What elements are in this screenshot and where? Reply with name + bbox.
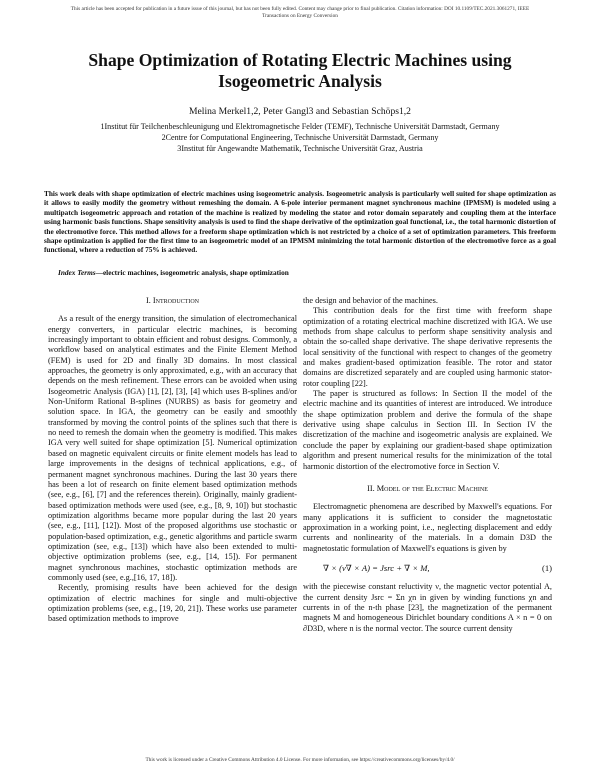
equation-1-body: ∇ × (ν∇ × A) = Jsrc + ∇ × M, [323,562,430,573]
equation-1 [323,563,552,573]
affiliations [30,121,570,154]
index-terms [58,268,556,277]
intro-continuation: the design and behavior of the machines. [303,296,438,305]
license-footer: This work is licensed under a Creative Commons Attribution 4.0 License. For more information, see https://creativecommons.org/licenses/by/4.0/ [145,757,455,763]
header-line-1: This article has been accepted for publication in a future issue of this journal, but has not been fully edited. Content may change prior to final publication. Citation information: DOI 10.1109/TEC.2021.3061271, IEEE [70,6,530,12]
intro-paragraph-2: Recently, promising results have been achieved for the design optimization of electric machines for single and multi-objective optimization problems (see, e.g., [19, 20, 21]). These works use parameter based optimization methods to improve [48,583,297,624]
paper-title: Shape Optimization of Rotating Electric Machines using Isogeometric Analysis [88,50,512,91]
intro-paragraph-4: The paper is structured as follows: In Section II the model of the electric machine and its quantities of interest are introduced. We introduce the shape optimization problem and derive the formula of the shape derivative using shape calculus in Section III. In Section IV the discretization of the machine and isogeometric analysis are explained. We conclude the paper by explaining our gradient-based shape optimization algorithm and present numerical results for the minimization of the total harmonic distortion of the electromotive force in Section V. [303,389,552,471]
section-2-heading: II. Model of the Electric Machine [367,483,488,493]
index-terms-text: —electric machines, isogeometric analysis, shape optimization [95,268,289,277]
journal-header [34,6,566,20]
header-line-2: Transactions on Energy Conversion [262,13,338,19]
right-column [303,296,552,634]
index-terms-label: Index Terms [58,268,96,277]
affiliation-1: 1Institut für Teilchenbeschleunigung und Elektromagnetische Felder (TEMF), Technische Universität Darmstadt, Germany [100,122,500,131]
abstract: This work deals with shape optimization of electric machines using isogeometric analysis. Isogeometric analysis is particularly well suited for shape optimization as it allows to easily modify the geometry without remeshing the domain. A 6-pole interior permanent magnet synchronous machine (IPMSM) is modeled using a multipatch isogeometric approach and rotation of the machine is realized by modeling the stator and rotor domain separately and coupling them at the interface using harmonic basis functions. Shape sensitivity analysis is used to find the shape derivative of the optimization goal functional, i.e., the total harmonic distortion of the electromotive force. This method allows for a freeform shape optimization which is not restricted by a choice of a set of optimization parameters. This freeform shape optimization is applied for the first time to an isogeometric model of an IPMSM minimizing the total harmonic distortion of the electromotive force as a goal functional, where a reduction of 75% is achieved. [44,189,556,255]
intro-paragraph-3: This contribution deals for the first time with freeform shape optimization of a rotating electrical machine discretized with IGA. We use methods from shape calculus to perform shape sensitivity analysis and obtain the so-called shape derivative. The shape derivative represents the local sensitivity of the functional with respect to changes of the geometry and makes gradient-based optimization feasible. The rotor and stator domains are discretized separately and are coupled using harmonic stator-rotor coupling [22]. [303,306,552,388]
model-paragraph-2: with the piecewise constant reluctivity ν, the magnetic vector potential A, the current density Jsrc = Σn χn in given by winding functions χn and currents in of the n-th phase [23], the magnetization of the permanent magnets M and homogeneous Dirichlet boundary conditions A × n = 0 on ∂D3D, where n is the normal vector. The source current density [303,582,552,633]
affiliation-2: 2Centre for Computational Engineering, Technische Universität Darmstadt, Germany [161,133,439,142]
affiliation-3: 3Institut für Angewandte Mathematik, Technische Universität Graz, Austria [177,144,423,153]
section-1-heading: I. Introduction [145,296,199,305]
author-list: Melina Merkel1,2, Peter Gangl3 and Sebastian Schöps1,2 [189,106,411,117]
model-paragraph-1: Electromagnetic phenomena are described by Maxwell's equations. For many applications it is sufficient to consider the magnetostatic approximation in a working point, i.e., neglecting displacement and eddy currents and nonlinearity of the materials. In a domain D3D the magnetostatic formulation of Maxwell's equations is given by [303,502,552,553]
equation-1-number: (1) [541,562,552,573]
left-column [48,296,297,625]
intro-paragraph-1: As a result of the energy transition, the simulation of electromechanical energy converters, in particular electric machines, is becoming increasingly important to obtain efficient and robust designs. Commonly, a workflow based on analytical estimates and the Finite Element Method (FEM) is used for 2D and finally 3D domains. In most classical approaches, the geometry is only approximated, e.g., with an accuracy that depends on the mesh refinement. These errors can be avoided when using Isogeometric Analysis (IGA) [1], [2], [3], [4] which uses B-splines and/or Non-Uniform Rational B-splines (NURBS) as basis for geometry and solution space. In IGA, the geometry can be easily and smoothly transformed by moving the control points of the splines such that there is no need to remesh the domain when the geometry is modified. This makes IGA very well suited for shape optimization [5]. Numerical optimization based on magnetic equivalent circuits or finite element models has lead to large improvements in the designs of technical applications, e.g., of permanent magnet synchronous machines. During the last 30 years there has been a lot of research on finite element based optimization methods (see, e.g., [6], [7] and the references therein). Originally, mainly gradient-based optimization methods were used (see, e.g., [8, 9, 10]) but stochastic optimization algorithms became more popular during the last 20 years (see, e.g., [11], [12]). Most of the proposed algorithms use stochastic or population-based optimization, e.g., genetic algorithms and particle swarm optimization (see, e.g., [13]) which have also been extended to multi-objective optimization problems (see, e.g., [14, 15]). For permanent magnet synchronous machines, stochastic optimization methods are commonly used (see, e.g.,[16, 17, 18]). [48,314,297,582]
